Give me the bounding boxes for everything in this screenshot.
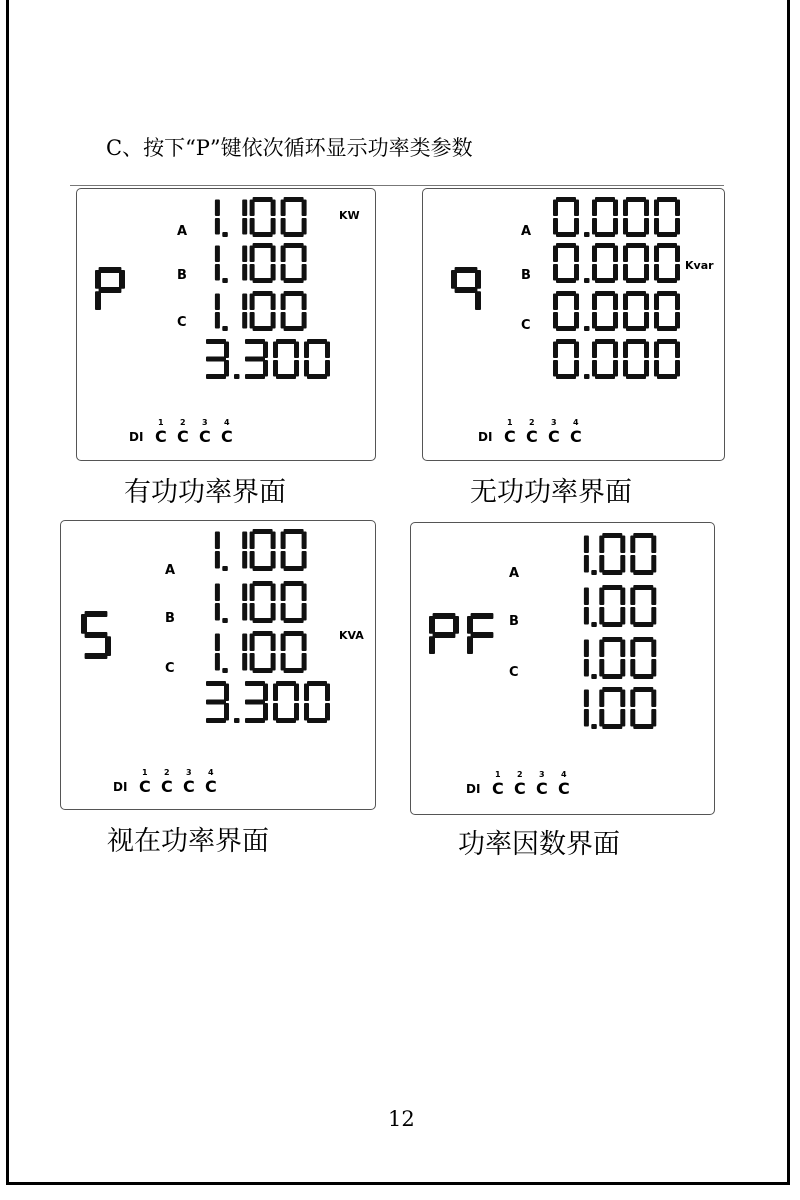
lcd-digit [242, 294, 247, 329]
lcd-symbol [429, 613, 493, 654]
reading-row-a [584, 533, 656, 575]
di-channel-number: 2 [517, 770, 523, 779]
lcd-digit [206, 681, 229, 723]
lcd-digit [623, 339, 649, 379]
lcd-digit [242, 532, 247, 569]
lcd-digit [273, 339, 299, 379]
lcd-digit [630, 585, 656, 627]
phase-b-label: B [177, 268, 187, 283]
lcd-digit [281, 197, 307, 237]
di-channel-indicator: C [199, 427, 211, 446]
lcd-digit [215, 294, 220, 329]
lcd-digit [599, 637, 625, 679]
lcd-digit [250, 529, 276, 571]
lcd-digit [584, 536, 589, 573]
lcd-digit [242, 584, 247, 621]
di-channel-indicator: C [570, 427, 582, 446]
lcd-digit [599, 585, 625, 627]
lcd-symbol [81, 611, 111, 659]
phase-c-label: C [521, 318, 531, 333]
di-channel-number: 3 [186, 768, 192, 777]
lcd-digit [215, 532, 220, 569]
di-channel-indicator: C [139, 777, 151, 796]
lcd-panel-active-power [76, 188, 376, 461]
lcd-digit [245, 339, 268, 379]
di-label: DI [129, 430, 144, 444]
lcd-digit [654, 197, 680, 237]
di-channel-indicator: C [161, 777, 173, 796]
lcd-panel-reactive-power [422, 188, 725, 461]
lcd-digit [553, 339, 579, 379]
lcd-digit [592, 291, 618, 331]
phase-a-label: A [165, 563, 176, 578]
lcd-digit [242, 200, 247, 235]
phase-c-label: C [509, 665, 519, 680]
lcd-digit [206, 339, 229, 379]
lcd-digit [584, 690, 589, 727]
lcd-digit [281, 631, 307, 673]
lcd-digit [304, 339, 330, 379]
lcd-digit [215, 200, 220, 235]
lcd-digit [623, 291, 649, 331]
di-channel-number: 1 [158, 418, 164, 427]
di-channel-number: 2 [164, 768, 170, 777]
lcd-digit [623, 197, 649, 237]
lcd-digit [242, 246, 247, 281]
di-channel-number: 2 [180, 418, 186, 427]
di-channel-indicator: C [514, 779, 526, 798]
lcd-digit [623, 243, 649, 283]
unit-label: KVA [339, 629, 364, 642]
di-channel-indicator: C [504, 427, 516, 446]
lcd-digit [281, 291, 307, 331]
reading-row-total [206, 681, 330, 723]
caption-reactive-power: 无功功率界面 [470, 477, 632, 508]
phase-b-label: B [521, 268, 531, 283]
lcd-digit [245, 681, 268, 723]
caption-power-factor: 功率因数界面 [458, 829, 620, 860]
lcd-symbol [451, 267, 481, 310]
di-channel-indicator: C [548, 427, 560, 446]
lcd-digit [215, 634, 220, 671]
di-channel-indicator: C [492, 779, 504, 798]
lcd-digit [592, 339, 618, 379]
reading-row-total [553, 339, 680, 379]
divider-line [70, 185, 724, 186]
reading-row-c [215, 631, 307, 673]
lcd-display [77, 189, 377, 462]
di-channel-number: 1 [495, 770, 501, 779]
di-channel-number: 4 [208, 768, 214, 777]
lcd-digit [215, 246, 220, 281]
di-channel-indicator: C [177, 427, 189, 446]
di-label: DI [478, 430, 493, 444]
section-heading: C、按下“P”键依次循环显示功率类参数 [106, 136, 473, 160]
reading-row-c [215, 291, 307, 331]
di-channel-number: 4 [561, 770, 567, 779]
phase-c-label: C [177, 315, 187, 330]
page-number: 12 [388, 1107, 415, 1131]
lcd-digit [584, 640, 589, 677]
reading-row-b [215, 581, 307, 623]
di-row [129, 418, 233, 446]
di-channel-number: 1 [507, 418, 513, 427]
lcd-digit [553, 291, 579, 331]
lcd-digit [281, 581, 307, 623]
di-channel-number: 4 [224, 418, 230, 427]
unit-label: KW [339, 209, 360, 222]
lcd-panel-power-factor [410, 522, 715, 815]
lcd-display [61, 521, 377, 811]
lcd-digit [599, 687, 625, 729]
di-channel-indicator: C [526, 427, 538, 446]
di-channel-number: 3 [202, 418, 208, 427]
di-channel-number: 2 [529, 418, 535, 427]
di-channel-number: 3 [551, 418, 557, 427]
phase-b-label: B [165, 611, 175, 626]
reading-row-a [215, 197, 307, 237]
lcd-display [411, 523, 716, 816]
lcd-digit [250, 197, 276, 237]
di-row [466, 770, 570, 798]
di-row [113, 768, 217, 796]
reading-row-b [553, 243, 680, 283]
lcd-digit [281, 243, 307, 283]
lcd-digit [250, 291, 276, 331]
di-channel-number: 4 [573, 418, 579, 427]
di-channel-indicator: C [221, 427, 233, 446]
reading-row-c [553, 291, 680, 331]
lcd-symbol [95, 267, 125, 310]
lcd-digit [273, 681, 299, 723]
lcd-digit [553, 243, 579, 283]
lcd-display [423, 189, 726, 462]
lcd-digit [599, 533, 625, 575]
di-row [478, 418, 582, 446]
di-channel-indicator: C [205, 777, 217, 796]
lcd-panel-apparent-power [60, 520, 376, 810]
lcd-digit [630, 687, 656, 729]
reading-row-b [215, 243, 307, 283]
phase-a-label: A [177, 224, 188, 239]
di-channel-indicator: C [536, 779, 548, 798]
lcd-digit [630, 637, 656, 679]
lcd-digit [654, 291, 680, 331]
lcd-digit [654, 243, 680, 283]
reading-row-total [206, 339, 330, 379]
reading-row-a [553, 197, 680, 237]
lcd-digit [304, 681, 330, 723]
di-label: DI [113, 780, 128, 794]
reading-row-a [215, 529, 307, 571]
reading-row-b [584, 585, 656, 627]
lcd-digit [654, 339, 680, 379]
lcd-digit [215, 584, 220, 621]
di-label: DI [466, 782, 481, 796]
unit-label: Kvar [685, 259, 714, 272]
phase-a-label: A [521, 224, 532, 239]
lcd-digit [250, 581, 276, 623]
di-channel-number: 1 [142, 768, 148, 777]
caption-apparent-power: 视在功率界面 [107, 826, 269, 857]
phase-c-label: C [165, 661, 175, 676]
di-channel-number: 3 [539, 770, 545, 779]
di-channel-indicator: C [183, 777, 195, 796]
phase-b-label: B [509, 614, 519, 629]
phase-a-label: A [509, 566, 520, 581]
caption-active-power: 有功功率界面 [124, 477, 286, 508]
di-channel-indicator: C [155, 427, 167, 446]
lcd-digit [250, 631, 276, 673]
lcd-digit [281, 529, 307, 571]
lcd-digit [553, 197, 579, 237]
lcd-digit [242, 634, 247, 671]
reading-row-total [584, 687, 656, 729]
lcd-digit [592, 243, 618, 283]
lcd-digit [630, 533, 656, 575]
di-channel-indicator: C [558, 779, 570, 798]
lcd-digit [584, 588, 589, 625]
lcd-digit [592, 197, 618, 237]
lcd-digit [250, 243, 276, 283]
reading-row-c [584, 637, 656, 679]
